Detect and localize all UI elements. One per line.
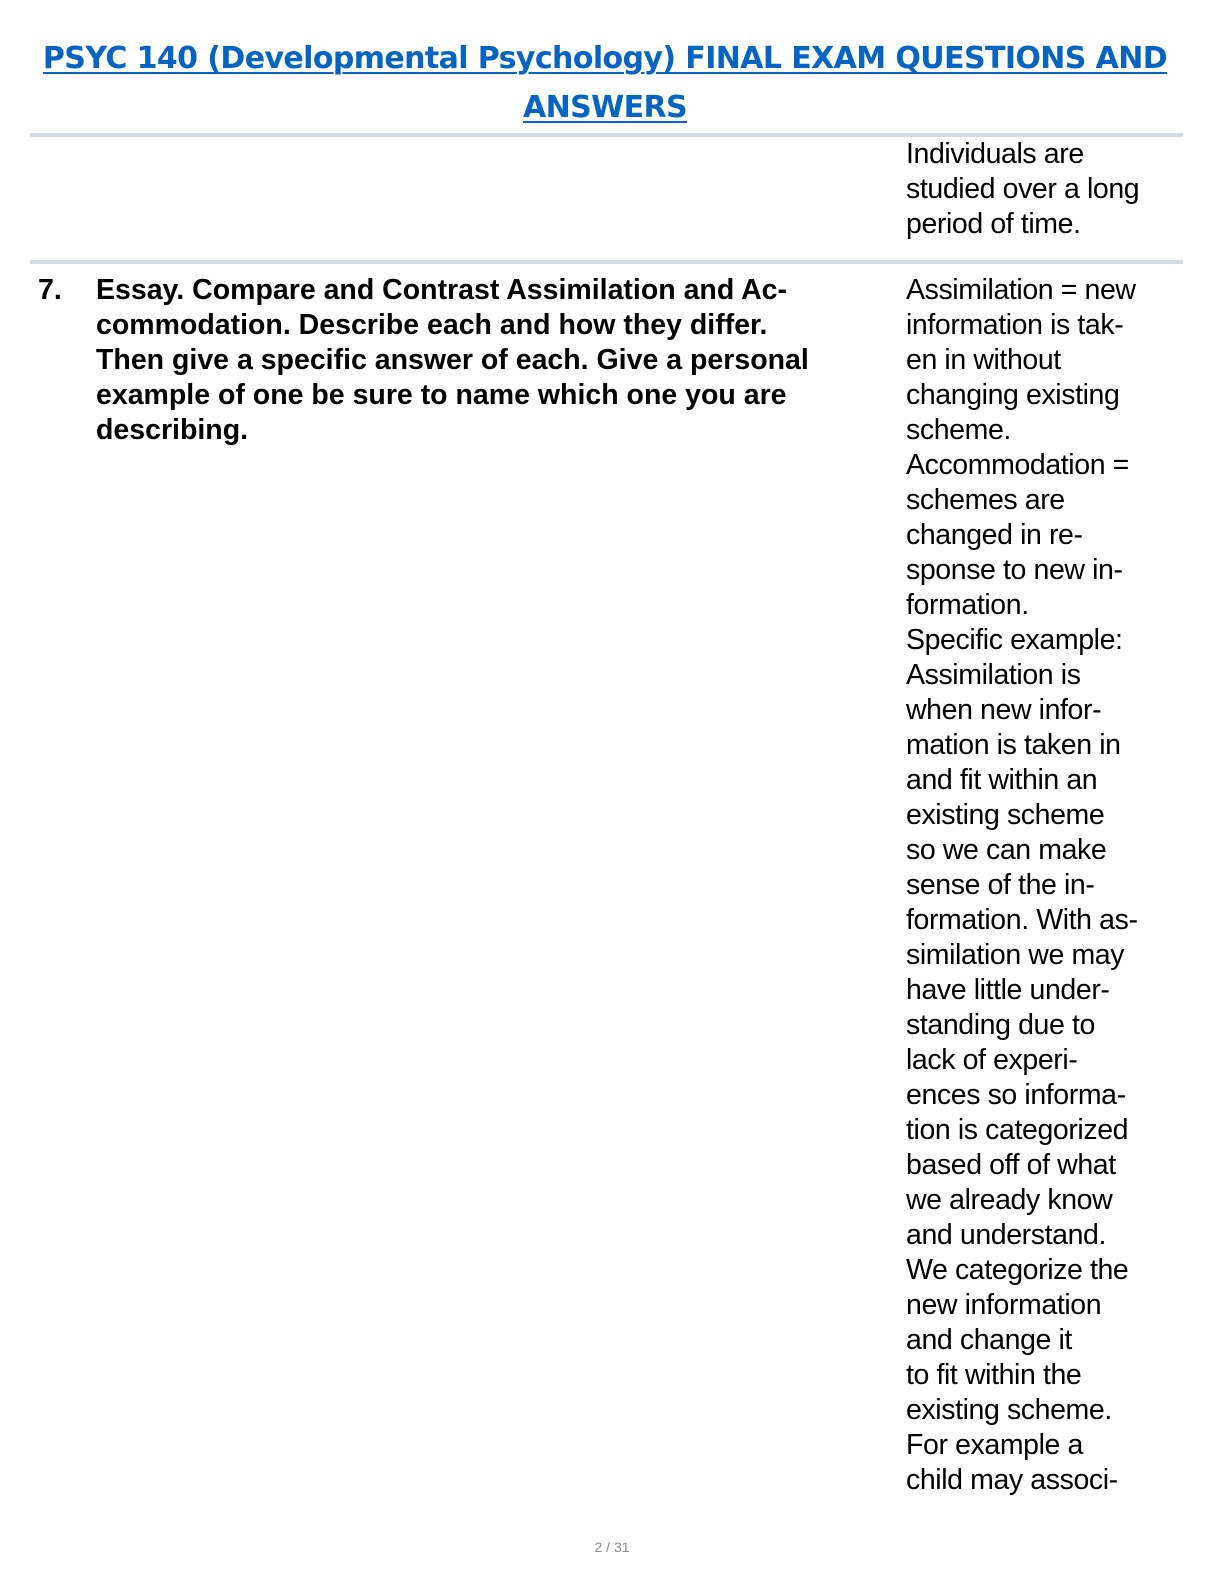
answer-line: lack of experi- — [906, 1044, 1078, 1076]
answer-line: existing scheme — [906, 799, 1105, 831]
answer-line: child may associ- — [906, 1464, 1118, 1496]
answer-line: and fit within an — [906, 764, 1098, 796]
title-line-1: PSYC 140 (Developmental Psychology) FINAL EXAM QUESTIONS AND — [42, 41, 1168, 76]
document-title — [30, 34, 1180, 132]
answer-line: For example a — [906, 1429, 1083, 1461]
answer-line: information is tak- — [906, 309, 1124, 341]
answer-line: Assimilation is — [906, 659, 1081, 691]
answer-line: so we can make — [906, 834, 1107, 866]
answer-line: existing scheme. — [906, 1394, 1112, 1426]
answer-line: mation is taken in — [906, 729, 1121, 761]
row-divider — [30, 260, 1183, 264]
question-number: 7. — [38, 274, 62, 306]
answer-line: to fit within the — [906, 1359, 1082, 1391]
answer-line: based off of what — [906, 1149, 1116, 1181]
page-number: 2 / 31 — [594, 1539, 630, 1555]
question-line: commodation. Describe each and how they differ. — [96, 309, 768, 341]
question-line: Then give a specific answer of each. Give a personal — [96, 344, 809, 376]
title-line-2: ANSWERS — [522, 90, 688, 125]
answer-line: Individuals are — [906, 138, 1084, 170]
answer-line: formation. With as- — [906, 904, 1138, 936]
answer-line: en in without — [906, 344, 1061, 376]
answer-line: and understand. — [906, 1219, 1106, 1251]
answer-line: sense of the in- — [906, 869, 1095, 901]
answer-line: changed in re- — [906, 519, 1083, 551]
answer-line: tion is categorized — [906, 1114, 1129, 1146]
answer-line: we already know — [906, 1184, 1113, 1216]
answer-line: sponse to new in- — [906, 554, 1123, 586]
answer-line: changing existing — [906, 379, 1120, 411]
answer-line: Assimilation = new — [906, 274, 1136, 306]
question-answer — [906, 273, 1174, 1498]
answer-line: period of time. — [906, 208, 1081, 240]
question-line: example of one be sure to name which one you are — [96, 379, 787, 411]
answer-line: We categorize the — [906, 1254, 1129, 1286]
answer-line: when new infor- — [906, 694, 1102, 726]
question-line: Essay. Compare and Contrast Assimilation and Ac- — [96, 274, 788, 306]
answer-line: have little under- — [906, 974, 1110, 1006]
answer-line: scheme. — [906, 414, 1011, 446]
answer-line: ences so informa- — [906, 1079, 1126, 1111]
previous-answer — [906, 137, 1174, 242]
answer-line: studied over a long — [906, 173, 1140, 205]
answer-line: formation. — [906, 589, 1029, 621]
answer-line: and change it — [906, 1324, 1072, 1356]
answer-line: schemes are — [906, 484, 1065, 516]
answer-line: Accommodation = — [906, 449, 1129, 481]
answer-line: similation we may — [906, 939, 1125, 971]
question-line: describing. — [96, 414, 249, 446]
answer-line: new information — [906, 1289, 1102, 1321]
question-text — [96, 273, 896, 448]
answer-line: standing due to — [906, 1009, 1095, 1041]
answer-line: Specific example: — [906, 624, 1123, 656]
